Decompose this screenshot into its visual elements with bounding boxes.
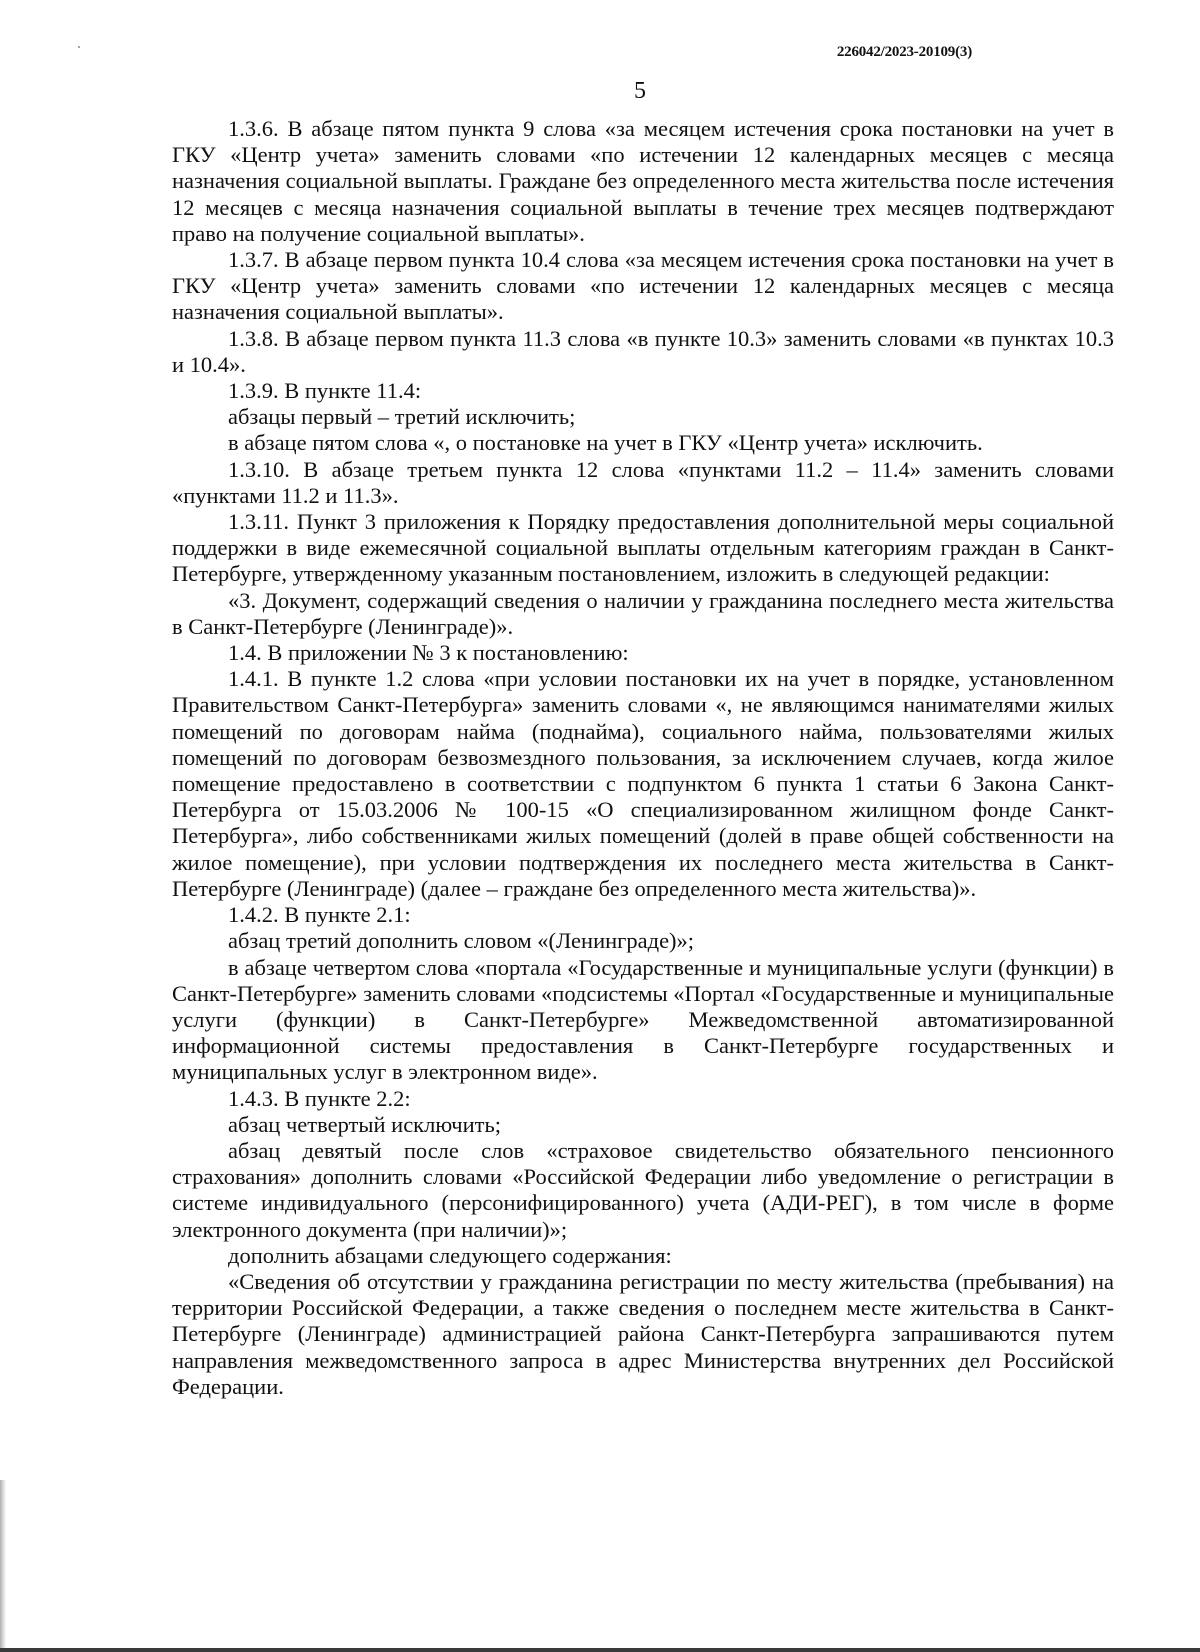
paragraph-1-4: 1.4. В приложении № 3 к постановлению: bbox=[228, 640, 629, 666]
paragraph-1-4-3: 1.4.3. В пункте 2.2: bbox=[228, 1085, 411, 1111]
paragraph-1-4-3-d: «Сведения об отсутствии у гражданина регистрации по месту жительства (пребывания) на территории Российской Федерации, а также сведения о последнем месте жительства в Санкт-Петербурге (Ленинграде) администрацией района Санкт-Петербурга запрашиваются путем направления межведомственного запроса в адрес Министерства внутренних дел Российской Федерации. bbox=[172, 1268, 1114, 1399]
document-body bbox=[172, 116, 1114, 1400]
paragraph-1-4-1: 1.4.1. В пункте 1.2 слова «при условии постановки их на учет в порядке, установленном Правительством Санкт-Петербурга» заменить словами «, не являющимся нанимателями жилых помещений по договорам найма (поднайма), социального найма, пользователями жилых помещений по договорам безвозмездного пользования, за исключением случаев, когда жилое помещение предоставлено в соответствии с подпунктом 6 пункта 1 статьи 6 Закона Санкт-Петербурга от 15.03.2006 № 100-15 «О специализированном жилищном фонде Санкт-Петербурга», либо собственниками жилых помещений (долей в праве общей собственности на жилое помещение), при условии подтверждения их последнего места жительства в Санкт-Петербурге (Ленинграде) (далее – граждане без определенного места жительства)». bbox=[172, 666, 1114, 901]
document-registration-number: 226042/2023-20109(3) bbox=[836, 44, 972, 60]
paragraph-1-3-9-b: в абзаце пятом слова «, о постановке на учет в ГКУ «Центр учета» исключить. bbox=[228, 430, 983, 456]
paragraph-1-4-3-a: абзац четвертый исключить; bbox=[228, 1111, 501, 1137]
paragraph-1-4-2-a: абзац третий дополнить словом «(Ленинграде)»; bbox=[228, 928, 695, 954]
paragraph-1-3-10: 1.3.10. В абзаце третьем пункта 12 слова «пунктами 11.2 – 11.4» заменить словами «пунктами 11.2 и 11.3». bbox=[172, 456, 1114, 508]
paragraph-1-3-6: 1.3.6. В абзаце пятом пункта 9 слова «за месяцем истечения срока постановки на учет в ГКУ «Центр учета» заменить словами «по истечении 12 календарных месяцев с месяца назначения социальной выплаты. Граждане без определенного места жительства после истечения 12 месяцев с месяца назначения социальной выплаты в течение трех месяцев подтверждают право на получение социальной выплаты». bbox=[172, 116, 1114, 246]
paragraph-1-3-11-quote: «3. Документ, содержащий сведения о наличии у гражданина последнего места жительства в Санкт-Петербурге (Ленинграде)». bbox=[172, 587, 1114, 639]
scan-bottom-edge bbox=[0, 1648, 1200, 1652]
paragraph-1-3-9-a: абзацы первый – третий исключить; bbox=[228, 404, 576, 430]
paragraph-1-4-3-c: дополнить абзацами следующего содержания: bbox=[228, 1242, 672, 1268]
paragraph-1-4-2: 1.4.2. В пункте 2.1: bbox=[228, 902, 411, 928]
paragraph-1-4-3-b: абзац девятый после слов «страховое свидетельство обязательного пенсионного страхования» дополнить словами «Российской Федерации либо уведомление о регистрации в системе индивидуального (персонифицированного) учета (АДИ-РЕГ), в том числе в форме электронного документа (при наличии)»; bbox=[172, 1137, 1114, 1242]
paragraph-1-3-7: 1.3.7. В абзаце первом пункта 10.4 слова «за месяцем истечения срока постановки на учет в ГКУ «Центр учета» заменить словами «по истечении 12 календарных месяцев с месяца назначения социальной выплаты». bbox=[172, 247, 1114, 325]
page-number: 5 bbox=[634, 78, 646, 104]
paragraph-1-4-2-b: в абзаце четвертом слова «портала «Государственные и муниципальные услуги (функции) в Санкт-Петербурге» заменить словами «подсистемы «Портал «Государственные и муниципальные услуги (функции) в Санкт-Петербурге» Межведомственной автоматизированной информационной системы предоставления в Санкт-Петербурге государственных и муниципальных услуг в электронном виде». bbox=[172, 954, 1114, 1085]
paragraph-1-3-8: 1.3.8. В абзаце первом пункта 11.3 слова «в пункте 10.3» заменить словами «в пунктах 10.3 и 10.4». bbox=[172, 325, 1114, 377]
scan-speck bbox=[78, 46, 80, 48]
paragraph-1-3-9: 1.3.9. В пункте 11.4: bbox=[228, 378, 422, 404]
paragraph-1-3-11: 1.3.11. Пункт 3 приложения к Порядку предоставления дополнительной меры социальной поддержки в виде ежемесячной социальной выплаты отдельным категориям граждан в Санкт-Петербурге, утвержденному указанным постановлением, изложить в следующей редакции: bbox=[172, 509, 1114, 587]
scan-edge-shadow bbox=[0, 1480, 6, 1652]
